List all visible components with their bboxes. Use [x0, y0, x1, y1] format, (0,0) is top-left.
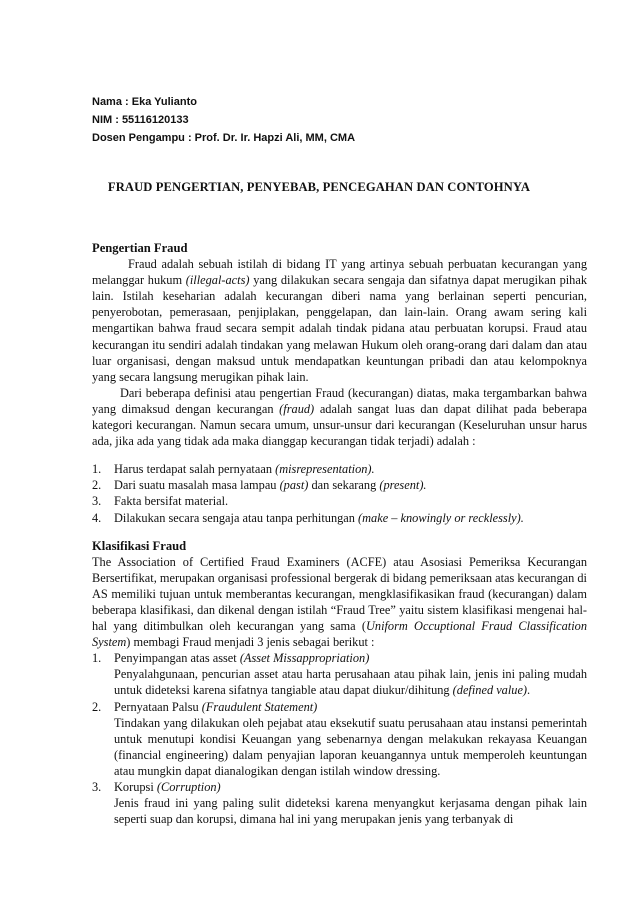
section-heading-klasifikasi: Klasifikasi Fraud	[92, 538, 187, 553]
student-id: NIM : 55116120133	[92, 114, 189, 126]
list-item: 3. Korupsi (Corruption) Jenis fraud ini yang paling sulit dideteksi karena menyangkut kerjasama dengan pihak lain seperti suap dan korupsi, dimana hal ini yang merupakan jenis yang terbanyak di	[92, 780, 587, 827]
list-item: 1. Harus terdapat salah pernyataan (misrepresentation).	[92, 462, 375, 477]
fraud-elements-list	[92, 461, 587, 525]
author-info	[92, 93, 355, 147]
list-item: 4. Dilakukan secara sengaja atau tanpa perhitungan (make – knowingly or recklessly).	[92, 510, 524, 525]
paragraph: Fraud adalah sebuah istilah di bidang IT yang artinya sebuah perbuatan kecurangan yang melanggar hukum (illegal-acts) yang dilakukan secara sengaja dan sifatnya dapat merugikan pihak lain. Istilah keseharian adalah kecurangan diberi nama yang berlainan seperti pencurian, penyerobotan, pemerasaan, penjiplakan, penggelapan, dan lain-lain. Orang awam sering kali mengartikan bahwa fraud secara sempit adalah tindak pidana atau perbuatan korupsi. Fraud atau kecurangan itu sendiri adalah tindakan yang melawan Hukum oleh orang-orang dari dalam dan atau luar organisasi, dengan maksud untuk mendapatkan keuntungan pribadi dan atau kelompoknya yang secara langsung merugikan pihak lain.	[92, 257, 587, 384]
document-title: FRAUD PENGERTIAN, PENYEBAB, PENCEGAHAN DAN CONTOHNYA	[107, 180, 531, 194]
list-item: 3. Fakta bersifat material.	[92, 494, 229, 509]
list-item: 2. Dari suatu masalah masa lampau (past) dan sekarang (present).	[92, 478, 427, 493]
paragraph: The Association of Certified Fraud Examiners (ACFE) atau Asosiasi Pemeriksa Kecurangan Bersertifikat, merupakan organisasi professional bergerak di bidang pemeriksaan atas kecurangan di AS memiliki tujuan untuk memberantas kecurangan, mengklasifikasikan fraud (kecurangan) dalam beberapa klasifikasi, dan dikenal dengan istilah “Fraud Tree” yaitu sistem klasifikasi mengenai hal-hal yang ditimbulkan oleh kecurangan yang sama (Uniform Occuptional Fraud Classification System) membagi Fraud menjadi 3 jenis sebagai berikut :	[92, 554, 587, 650]
section-heading-pengertian: Pengertian Fraud	[92, 241, 188, 255]
document-body	[92, 240, 587, 827]
student-name: Nama : Eka Yulianto	[92, 96, 197, 108]
lecturer: Dosen Pengampu : Prof. Dr. Ir. Hapzi Ali, MM, CMA	[92, 132, 356, 144]
list-item: 1. Penyimpangan atas asset (Asset Missappropriation) Penyalahgunaan, pencurian asset atau harta perusahaan atau pihak lain, jenis ini paling mudah untuk dideteksi karena sifatnya tangiable atau dapat diukur/dihitung (defined value).	[92, 651, 587, 698]
list-item: 2. Pernyataan Palsu (Fraudulent Statement) Tindakan yang dilakukan oleh pejabat atau eksekutif suatu perusahaan atau instansi pemerintah untuk menutupi kondisi Keuangan yang sebenarnya dengan melakukan rekayasa Keuangan (financial engineering) dalam penyajian laporan keuangannya untuk memperoleh keuntungan atau mungkin dapat dianalogikan dengan istilah window dressing.	[92, 699, 587, 778]
paragraph: Dari beberapa definisi atau pengertian Fraud (kecurangan) diatas, maka tergambarkan bahwa yang dimaksud dengan kecurangan (fraud) adalah sangat luas dan dapat dilihat pada beberapa kategori kecurangan. Namun secara umum, unsur-unsur dari kecurangan (Keseluruhan unsur harus ada, jika ada yang tidak ada maka dianggap kecurangan tidak terjadi) adalah :	[92, 385, 587, 449]
fraud-classification-list	[92, 650, 587, 827]
